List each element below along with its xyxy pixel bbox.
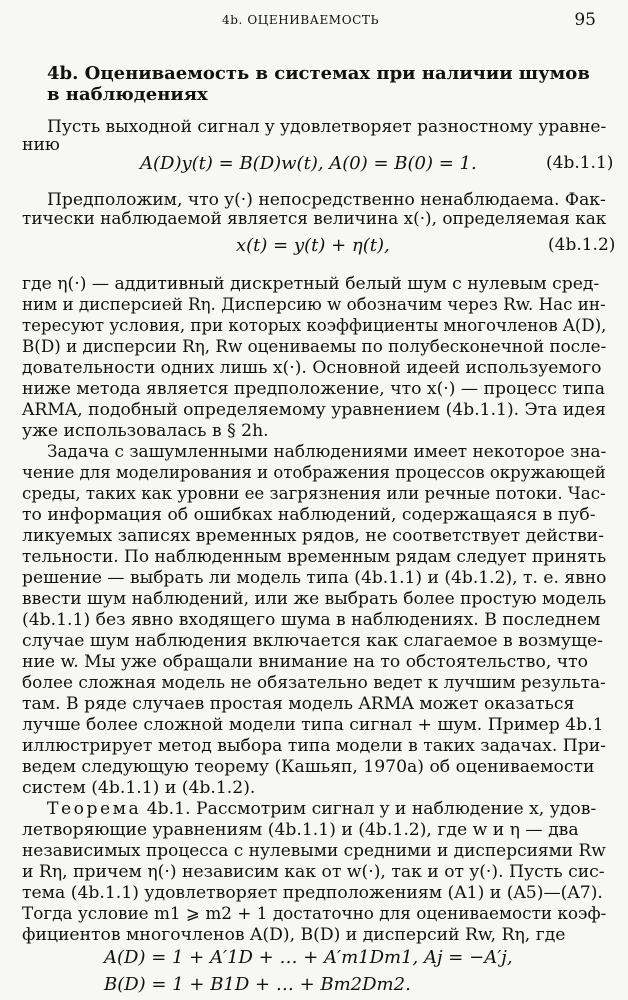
page-header (0, 12, 628, 34)
paragraph-line: лучше более сложной модели типа сигнал + шум. Пример 4b.1 (22, 715, 604, 735)
paragraph-line: тически наблюдаемой является величина x(·), определяемая как (22, 209, 607, 229)
paragraph-line: Предположим, что y(·) непосредственно ненаблюдаема. Фак- (47, 190, 606, 210)
paragraph-line: ведем следующую теорему (Кашьяп, 1970а) об оцениваемости (22, 757, 595, 777)
paragraph-line: среды, таких как уровни ее загрязнения или речные потоки. Час- (22, 484, 606, 504)
paragraph-line: систем (4b.1.1) и (4b.1.2). (22, 778, 256, 798)
paragraph-line: Пусть выходной сигнал y удовлетворяет разностному уравне- (47, 117, 607, 137)
paragraph-line: ниже метода является предположение, что x(·) — процесс типа (22, 379, 605, 399)
page-number: 95 (574, 10, 596, 30)
paragraph-line: тельности. По наблюденным временным рядам следует принять (22, 547, 607, 567)
paragraph-line: ним и дисперсией Rη. Дисперсию w обозначим через Rw. Нас ин- (22, 295, 606, 315)
paragraph-line: независимых процесса с нулевыми средними и дисперсиями Rw (22, 841, 606, 861)
paragraph-line: решение — выбрать ли модель типа (4b.1.1) и (4b.1.2), т. е. явно (22, 568, 607, 588)
paragraph-line: нию (22, 135, 60, 155)
paragraph-line: довательности одних лишь x(·). Основной идеей используемого (22, 358, 602, 378)
paragraph-line: Тогда условие m1 ⩾ m2 + 1 достаточно для оцениваемости коэф- (22, 904, 607, 924)
paragraph-line: ликуемых записях временных рядов, не соответствует действи- (22, 526, 604, 546)
paragraph-line: и Rη, причем η(·) независим как от w(·), так и от y(·). Пусть сис- (22, 862, 605, 882)
theorem-text: 4b.1. Рассмотрим сигнал y и наблюдение x, удов- (141, 799, 597, 819)
paragraph-line: где η(·) — аддитивный дискретный белый шум с нулевым сред- (22, 274, 600, 294)
paragraph-line: там. В ряде случаев простая модель ARMA может оказаться (22, 694, 575, 714)
paragraph-line: тема (4b.1.1) удовлетворяет предположениям (A1) и (A5)—(A7). (22, 883, 603, 903)
paragraph-line: ARMA, подобный определяемому уравнением (4b.1.1). Эта идея (22, 400, 606, 420)
equation-number: (4b.1.1) (546, 153, 614, 173)
paragraph-line: B(D) и дисперсии Rη, Rw оцениваемы по полубесконечной после- (22, 337, 607, 357)
paragraph-line: уже использовалась в § 2h. (22, 421, 269, 441)
paragraph-line: (4b.1.1) без явно входящего шума в наблюдениях. В последнем (22, 610, 601, 630)
paragraph-line: фициентов многочленов A(D), B(D) и дисперсий Rw, Rη, где (22, 925, 566, 945)
paragraph-line: ввести шум наблюдений, или же выбрать более простую модель (22, 589, 607, 609)
theorem-first-line (47, 799, 596, 820)
paragraph-line: ние w. Мы уже обращали внимание на то обстоятельство, что (22, 652, 588, 672)
equation-4b-1-1: A(D)y(t) = B(D)w(t), A(0) = B(0) = 1. (140, 153, 477, 174)
equation-4b-1-2: x(t) = y(t) + η(t), (236, 235, 390, 256)
paragraph-line: летворяющие уравнениям (4b.1.1) и (4b.1.2), где w и η — два (22, 820, 579, 840)
paragraph-line: чение для моделирования и отображения процессов окружающей (22, 463, 606, 483)
theorem-label: Теорема (47, 799, 142, 819)
running-title: 4b. ОЦЕНИВАЕМОСТЬ (222, 13, 380, 27)
paragraph-line: случае шум наблюдения включается как слагаемое в возмуще- (22, 631, 603, 651)
equation-b-of-d: B(D) = 1 + B1D + … + Bm2Dm2. (104, 974, 411, 995)
paragraph-line: Задача с зашумленными наблюдениями имеет некоторое зна- (47, 442, 607, 462)
section-title-line1: 4b. Оцениваемость в системах при наличии шумов (47, 63, 590, 84)
paragraph-line: то информация об ошибках наблюдений, содержащаяся в пуб- (22, 505, 596, 525)
paragraph-line: более сложная модель не обязательно ведет к лучшим результа- (22, 673, 606, 693)
paragraph-line: тересуют условия, при которых коэффициенты многочленов A(D), (22, 316, 607, 336)
paragraph-line: иллюстрирует метод выбора типа модели в таких задачах. При- (22, 736, 606, 756)
equation-number: (4b.1.2) (548, 235, 616, 255)
equation-a-of-d: A(D) = 1 + A′1D + … + A′m1Dm1, Aj = −A′j, (104, 947, 513, 968)
section-title-line2: в наблюдениях (47, 84, 208, 105)
